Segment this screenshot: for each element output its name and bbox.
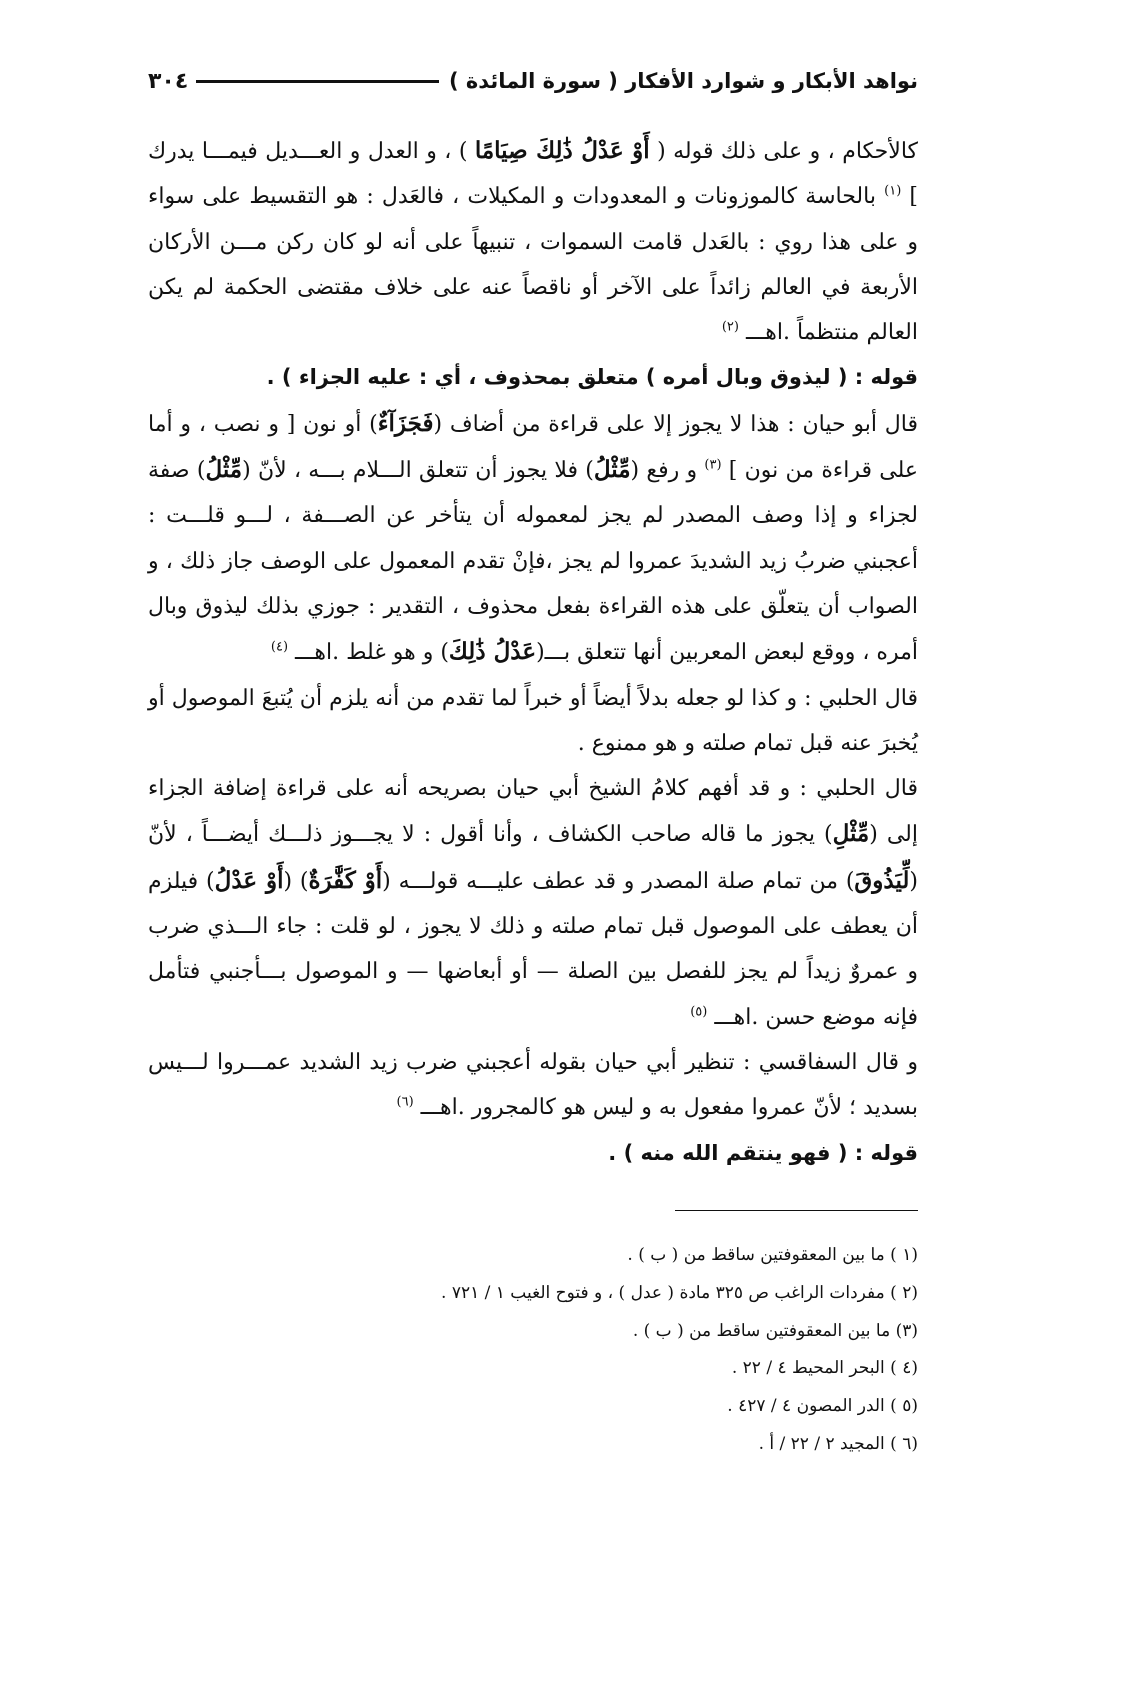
text-run: ) فلا يجوز أن تتعلق الـــلام بـــه ، لأنّ ( <box>242 458 594 484</box>
paragraph-5 <box>148 1040 918 1131</box>
text-run: ) من تمام صلة المصدر و قد عطف عليـــه قولـــه ( <box>382 868 855 894</box>
text-run: قال أبو حيان : هذا لا يجوز إلا على قراءة من أضاف ( <box>433 411 918 437</box>
quran-quote: مِّثْلُ <box>205 456 243 484</box>
footnote: (٦ ) المجيد ٢ / ٢٢ / أ . <box>758 1433 918 1454</box>
running-header <box>148 64 918 98</box>
text-run: كالأحكام ، و على ذلك قوله ( <box>649 139 918 164</box>
section-heading: قوله : ( ليذوق وبال أمره ) متعلق بمحذوف ، أي : عليه الجزاء ) . <box>266 365 918 390</box>
quran-quote: أَوْ عَدْلُ ذَٰلِكَ صِيَامًا <box>474 137 650 164</box>
quran-quote: أَوْ كَفَّٰرَةٌ <box>308 866 383 894</box>
quran-quote: أَوْ عَدْلُ <box>214 866 284 894</box>
footnote: (٥ ) الدر المصون ٤ / ٤٢٧ . <box>727 1396 918 1417</box>
text-run: ) ، و العدل و العـــديل فيمـــا يدرك ] <box>148 139 919 210</box>
text-run: ) و هو غلط .اهـــ <box>288 640 449 666</box>
footnote-ref: (٣) <box>704 457 722 473</box>
footnote-ref: (٢) <box>721 319 739 335</box>
quran-quote: لِّيَذُوقَ <box>854 866 910 894</box>
footnote-ref: (٥) <box>690 1004 708 1020</box>
footnotes <box>148 1237 918 1464</box>
text-run: بالحاسة كالموزونات و المعدودات و المكيلات ، فالعَدل : هو التقسيط على سواء و على هذا روي : بالعَدل قامت السموات ، تنبيهاً على أنه لو كان ركن مـــن الأركان الأربعة في العالم زائداً على الآخر أو ناقصاً عنه على خلاف مقتضى الحكمة لم يكن العالم منتظماً .اهـــ <box>148 184 918 346</box>
footnote: (٢ ) مفردات الراغب ص ٣٢٥ مادة ( عدل ) ، و فتوح الغيب ١ / ٧٢١ . <box>441 1282 918 1303</box>
footnote: (٤ ) البحر المحيط ٤ / ٢٢ . <box>731 1358 918 1379</box>
text-run: ) صفة لجزاء و إذا وصف المصدر لم يجز لمعموله أن يتأخر عن الصـــفة ، لـــو قلـــت : أعجبني ضربُ زيد الشديدَ عمروا لم يجز ،فإنْ تقدم المعمول على الوصف جاز ذلك ، و الصواب أن يتعلّق على هذه القراءة بفعل محذوف ، التقدير : جوزي بذلك ليذوق وبال أمره ، ووقع لبعض المعربين أنها تتعلق بـــ( <box>148 458 919 666</box>
text-run: ) يجوز ما قاله صاحب الكشاف ، وأنا أقول : لا يجـــوز ذلـــك أيضـــاً ، لأنّ ( <box>148 822 918 894</box>
quran-quote: فَجَزَآءٌ <box>377 409 434 437</box>
quran-quote: مِّثْلِ <box>832 820 870 848</box>
paragraph-1 <box>148 128 918 355</box>
header-title: نواهد الأبكار و شوارد الأفكار ( سورة المائدة ) <box>448 69 918 93</box>
page-number: ٣٠٤ <box>148 68 189 94</box>
footnote: (١ ) ما بين المعقوفتين ساقط من ( ب ) . <box>627 1245 918 1265</box>
quran-quote: مِّثْلُ <box>593 456 631 484</box>
text-run: و قال السفاقسي : تنظير أبي حيان بقوله أعجبني ضرب زيد الشديد عمـــروا لـــيس بسديد ؛ لأنّ عمروا مفعول به و ليس هو كالمجرور .اهـــ <box>148 1049 918 1121</box>
footnote-separator <box>675 1210 918 1211</box>
text-run: ) فيلزم أن يعطف على الموصول قبل تمام صلته و ذلك لا يجوز ، لو قلت : جاء الـــذي ضرب و عمروٌ زيداً لم يجز للفصل بين الصلة — أو أبعاضها — و الموصول بـــأجنبي فتأمل فإنه موضع حسن .اهـــ <box>148 868 918 1030</box>
quran-quote: عَدْلُ ذَٰلِكَ <box>448 638 537 666</box>
footnote: (٣) ما بين المعقوفتين ساقط من ( ب ) . <box>632 1320 918 1341</box>
footnote-ref: (٦) <box>396 1094 414 1110</box>
header-rule <box>196 80 439 83</box>
text-run: ) ( <box>283 868 309 894</box>
text-run: و رفع ( <box>630 458 705 484</box>
paragraph-3: قال الحلبي : و كذا لو جعله بدلاً أيضاً أو خبراً لما تقدم من أنه يلزم أن يُتبعَ الموصول أو يُخبرَ عنه قبل تمام صلته و هو ممنوع . <box>148 685 918 756</box>
text-run: قال الحلبي : و قد أفهم كلامُ الشيخ أبي حيان بصريحه أنه على قراءة إضافة الجزاء إلى ( <box>148 776 919 848</box>
main-text <box>148 128 918 1176</box>
footnote-ref: (٤) <box>270 639 289 655</box>
section-heading: قوله : ( فهو ينتقم الله منه ) . <box>608 1140 918 1165</box>
paragraph-4 <box>148 766 918 1040</box>
footnote-ref: (١) <box>884 183 902 199</box>
text-run: ) أو نون [ و نصب ، و أما على قراءة من نون ] <box>148 411 918 484</box>
paragraph-2 <box>148 401 918 676</box>
